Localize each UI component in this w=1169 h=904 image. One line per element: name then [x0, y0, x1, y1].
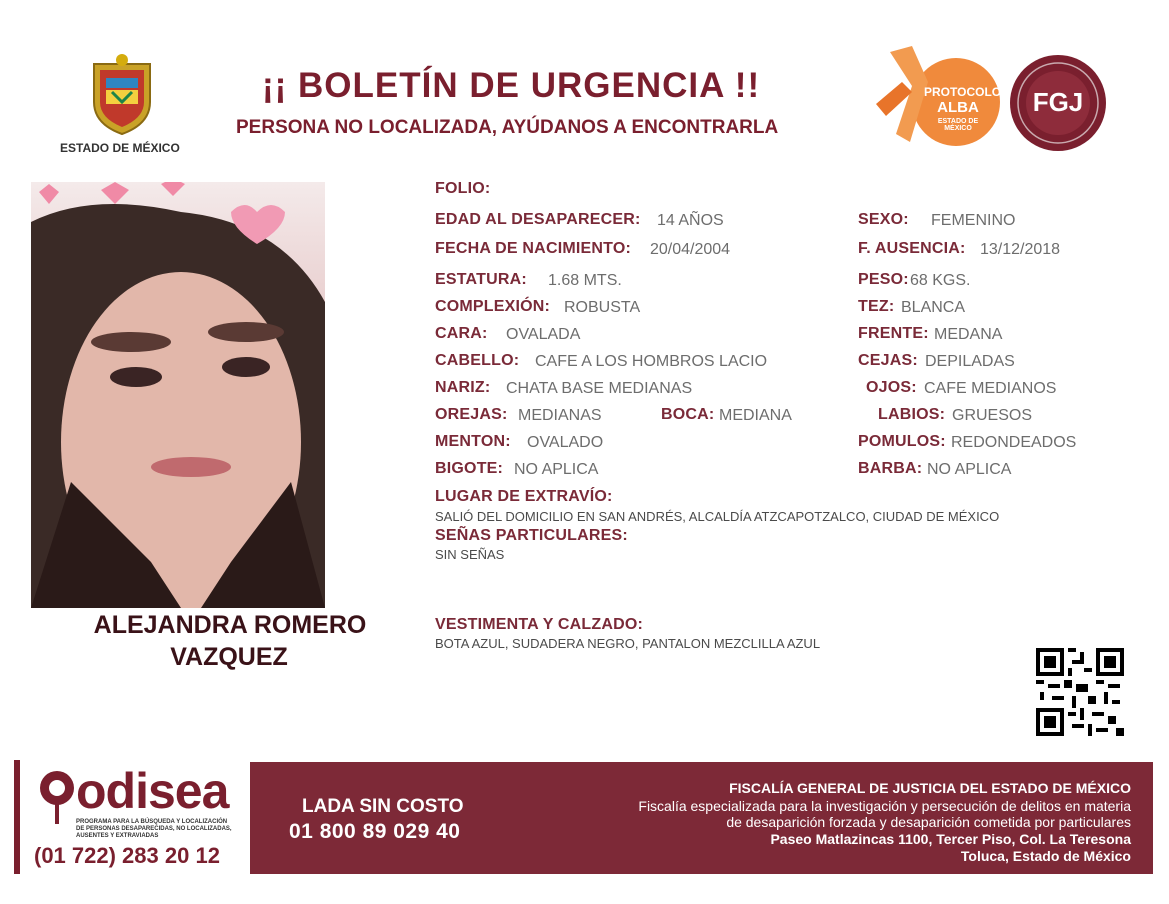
state-coat-of-arms	[84, 52, 160, 136]
peso-value: 68 KGS.	[910, 272, 971, 289]
ausencia-value: 13/12/2018	[980, 241, 1061, 258]
person-name-line1: ALEJANDRA ROMERO	[93, 611, 367, 639]
labios-label: LABIOS:	[878, 406, 946, 423]
boca-label: BOCA:	[661, 406, 715, 423]
cabello-label: CABELLO:	[435, 352, 520, 369]
portrait-icon	[31, 182, 325, 608]
odisea-phone: (01 722) 283 20 12	[34, 843, 220, 868]
page-title: ¡¡ BOLETÍN DE URGENCIA !!	[262, 66, 761, 105]
odisea-desc2: DE PERSONAS DESAPARECIDAS, NO LOCALIZADAS,	[76, 826, 232, 832]
ojos-label: OJOS:	[866, 379, 917, 396]
folio-label: FOLIO:	[435, 180, 491, 197]
edad-value: 14 AÑOS	[657, 212, 724, 229]
agency-line1: Fiscalía especializada para la investigación y persecución de delitos en materia	[638, 798, 1131, 814]
lada-label: LADA SIN COSTO	[302, 796, 464, 817]
pomulos-value: REDONDEADOS	[951, 434, 1077, 451]
complexion-value: ROBUSTA	[564, 299, 641, 316]
sexo-label: SEXO:	[858, 211, 909, 228]
agency-line4: Toluca, Estado de México	[960, 848, 1131, 864]
odisea-desc1: PROGRAMA PARA LA BÚSQUEDA Y LOCALIZACIÓN	[76, 819, 228, 825]
lada-number: 01 800 89 029 40	[289, 820, 461, 843]
odisea-pin-icon	[36, 768, 78, 824]
pomulos-label: POMULOS:	[858, 433, 946, 450]
frente-value: MEDANA	[934, 326, 1003, 343]
state-label: ESTADO DE MÉXICO	[60, 141, 180, 155]
qr-code[interactable]	[1036, 648, 1124, 736]
qr-code-icon	[1036, 648, 1124, 736]
labios-value: GRUESOS	[952, 407, 1033, 424]
fgj-label: FGJ	[1032, 87, 1084, 117]
barba-label: BARBA:	[858, 460, 923, 477]
agency-title: FISCALÍA GENERAL DE JUSTICIA DEL ESTADO DE MÉXICO	[729, 780, 1131, 796]
nacimiento-value: 20/04/2004	[650, 241, 731, 258]
agency-line3: Paseo Matlazincas 1100, Tercer Piso, Col. La Teresona	[770, 831, 1131, 847]
page-subtitle: PERSONA NO LOCALIZADA, AYÚDANOS A ENCONTRARLA	[236, 117, 779, 138]
senas-value: SIN SEÑAS	[435, 547, 505, 562]
menton-label: MENTON:	[435, 433, 511, 450]
boca-value: MEDIANA	[719, 407, 792, 424]
cara-value: OVALADA	[506, 326, 581, 343]
barba-value: NO APLICA	[927, 461, 1012, 478]
agency-line2: de desaparición forzada y desaparición cometida por particulares	[726, 814, 1131, 830]
peso-label: PESO:	[858, 271, 909, 288]
cejas-value: DEPILADAS	[925, 353, 1015, 370]
odisea-desc3: AUSENTES Y EXTRAVIADAS	[76, 833, 159, 839]
fgj-seal	[1008, 53, 1108, 153]
person-photo	[31, 182, 325, 608]
bigote-value: NO APLICA	[514, 461, 599, 478]
tez-value: BLANCA	[901, 299, 966, 316]
tez-label: TEZ:	[858, 298, 895, 315]
protocolo-alba-logo	[872, 42, 1002, 150]
vestimenta-label: VESTIMENTA Y CALZADO:	[435, 616, 644, 633]
alba-line2: ALBA	[937, 99, 979, 116]
orejas-value: MEDIANAS	[518, 407, 602, 424]
ojos-value: CAFE MEDIANOS	[924, 380, 1057, 397]
nacimiento-label: FECHA DE NACIMIENTO:	[435, 240, 631, 257]
alba-line3: ESTADO DE MÉXICO	[937, 118, 979, 132]
lugar-label: LUGAR DE EXTRAVÍO:	[435, 488, 613, 505]
ausencia-label: F. AUSENCIA:	[858, 240, 966, 257]
footer-band	[250, 762, 1153, 874]
coat-of-arms-icon	[84, 52, 160, 136]
vestimenta-value: BOTA AZUL, SUDADERA NEGRO, PANTALON MEZCLILLA AZUL	[435, 636, 821, 651]
menton-value: OVALADO	[527, 434, 604, 451]
bigote-label: BIGOTE:	[435, 460, 504, 477]
senas-label: SEÑAS PARTICULARES:	[435, 527, 628, 544]
odisea-panel	[14, 760, 256, 874]
sexo-value: FEMENINO	[931, 212, 1016, 229]
orejas-label: OREJAS:	[435, 406, 508, 423]
edad-label: EDAD AL DESAPARECER:	[435, 211, 641, 228]
nariz-value: CHATA BASE MEDIANAS	[506, 380, 693, 397]
edad-field	[435, 211, 641, 229]
alba-line1: PROTOCOLO	[924, 85, 1002, 99]
cabello-value: CAFE A LOS HOMBROS LACIO	[535, 353, 768, 370]
frente-label: FRENTE:	[858, 325, 929, 342]
cejas-label: CEJAS:	[858, 352, 918, 369]
complexion-label: COMPLEXIÓN:	[435, 298, 551, 315]
lugar-value: SALIÓ DEL DOMICILIO EN SAN ANDRÉS, ALCALDÍA ATZCAPOTZALCO, CIUDAD DE MÉXICO	[435, 509, 1000, 524]
person-name-line2: VAZQUEZ	[170, 643, 288, 671]
nariz-label: NARIZ:	[435, 379, 491, 396]
odisea-logo: odisea	[76, 763, 229, 819]
estatura-value: 1.68 MTS.	[548, 272, 622, 289]
estatura-label: ESTATURA:	[435, 271, 527, 288]
cara-label: CARA:	[435, 325, 488, 342]
